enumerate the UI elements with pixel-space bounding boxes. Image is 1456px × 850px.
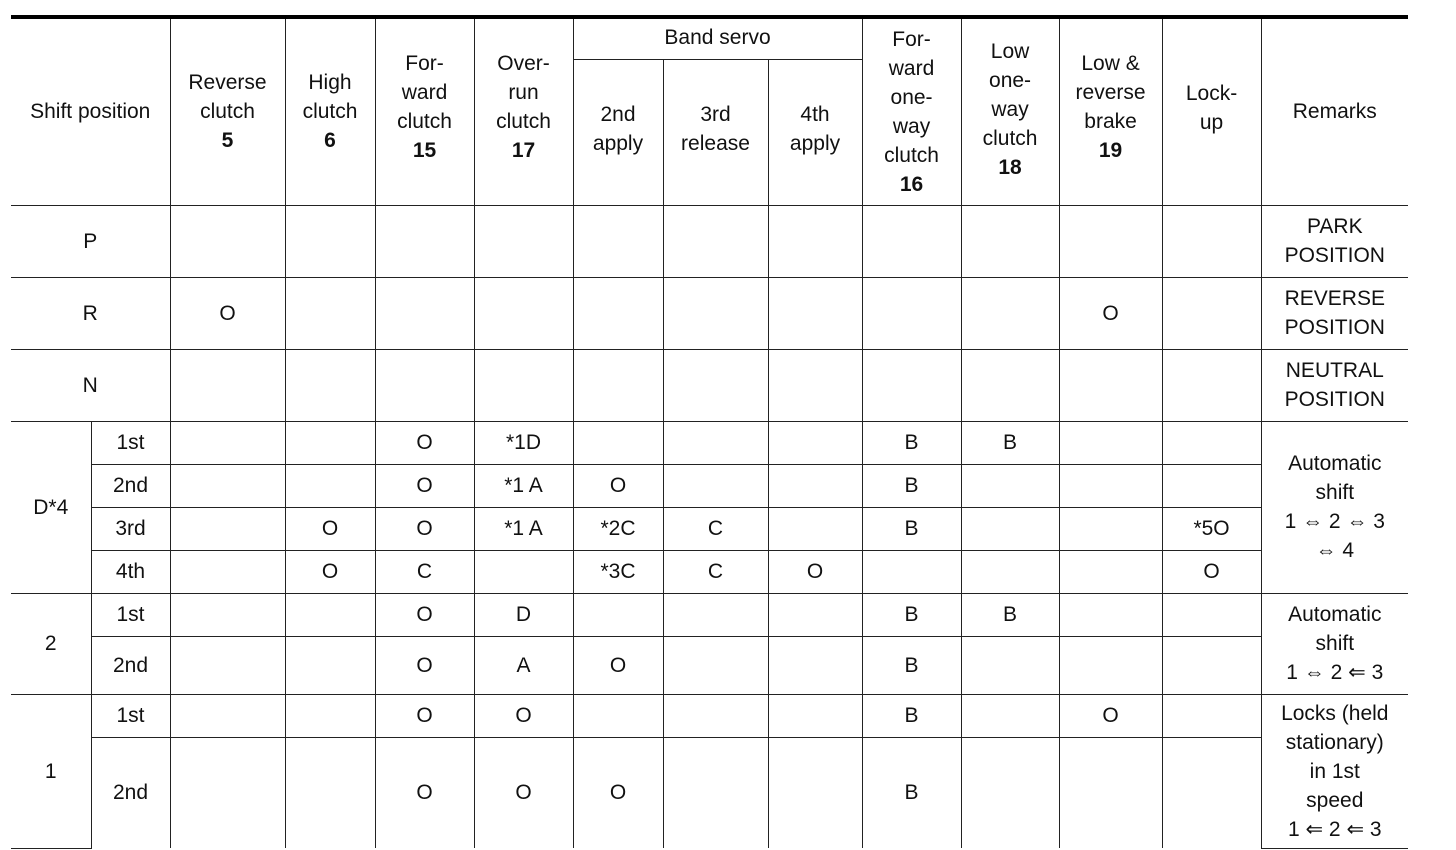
pos-p: P bbox=[11, 205, 170, 277]
cell-overrun: *1 A bbox=[474, 507, 573, 550]
header-forward-clutch: For- ward clutch 15 bbox=[375, 17, 474, 205]
remarks-reverse: REVERSE POSITION bbox=[1261, 277, 1408, 349]
cell-overrun: A bbox=[474, 636, 573, 694]
cell-band-2nd: O bbox=[573, 737, 663, 848]
cell-band-2nd: O bbox=[573, 636, 663, 694]
gear-label: 4th bbox=[91, 550, 170, 593]
cell-reverse: O bbox=[170, 277, 285, 349]
cell-lockup: *5O bbox=[1162, 507, 1261, 550]
pos-n: N bbox=[11, 349, 170, 421]
cell-overrun: *1D bbox=[474, 421, 573, 464]
cell-forward: O bbox=[375, 737, 474, 848]
cell-forward: O bbox=[375, 507, 474, 550]
cell-low-owc: B bbox=[961, 421, 1059, 464]
pos-r: R bbox=[11, 277, 170, 349]
cell-forward-owc: B bbox=[862, 636, 961, 694]
pos-2: 2 bbox=[11, 593, 91, 694]
pos-1: 1 bbox=[11, 694, 91, 848]
gear-label: 1st bbox=[91, 694, 170, 737]
cell-forward: O bbox=[375, 694, 474, 737]
gear-label: 1st bbox=[91, 593, 170, 636]
cell-lockup: O bbox=[1162, 550, 1261, 593]
header-remarks: Remarks bbox=[1261, 17, 1408, 205]
cell-band-2nd: O bbox=[573, 464, 663, 507]
cell-forward: O bbox=[375, 421, 474, 464]
header-low-one-way-clutch: Low one- way clutch 18 bbox=[961, 17, 1059, 205]
table-row bbox=[11, 550, 1408, 593]
cell-band-2nd: *2C bbox=[573, 507, 663, 550]
remarks-2: Automatic shift 1 ⇔ 2 ⇐ 3 bbox=[1261, 593, 1408, 694]
table-row bbox=[11, 421, 1408, 464]
table-row bbox=[11, 349, 1408, 421]
table-row bbox=[11, 636, 1408, 694]
table-row bbox=[11, 737, 1408, 848]
cell-overrun: *1 A bbox=[474, 464, 573, 507]
table-row bbox=[11, 507, 1408, 550]
table-row bbox=[11, 593, 1408, 636]
cell-forward: O bbox=[375, 464, 474, 507]
cell-forward: O bbox=[375, 636, 474, 694]
header-band-servo: Band servo bbox=[573, 17, 862, 59]
header-band-4th-apply: 4th apply bbox=[768, 59, 862, 205]
table-row bbox=[11, 277, 1408, 349]
gear-label: 1st bbox=[91, 421, 170, 464]
remarks-d4: Automatic shift 1 ⇔ 2 ⇔ 3 ⇔ 4 bbox=[1261, 421, 1408, 593]
header-high-clutch: High clutch 6 bbox=[285, 17, 375, 205]
cell-forward-owc: B bbox=[862, 507, 961, 550]
cell-low-rev: O bbox=[1059, 694, 1162, 737]
cell-forward: O bbox=[375, 593, 474, 636]
cell-overrun: O bbox=[474, 737, 573, 848]
cell-forward-owc: B bbox=[862, 737, 961, 848]
cell-low-rev: O bbox=[1059, 277, 1162, 349]
header-low-reverse-brake: Low & reverse brake 19 bbox=[1059, 17, 1162, 205]
header-overrun-clutch: Over- run clutch 17 bbox=[474, 17, 573, 205]
gear-label: 2nd bbox=[91, 636, 170, 694]
cell-high: O bbox=[285, 507, 375, 550]
pos-d4: D*4 bbox=[11, 421, 91, 593]
header-lock-up: Lock- up bbox=[1162, 17, 1261, 205]
cell-overrun: O bbox=[474, 694, 573, 737]
cell-forward-owc: B bbox=[862, 464, 961, 507]
cell-band-3rd: C bbox=[663, 550, 768, 593]
cell-overrun: D bbox=[474, 593, 573, 636]
shift-position-table bbox=[11, 15, 1408, 849]
remarks-1: Locks (held stationary) in 1st speed 1 ⇐ 2 ⇐ 3 bbox=[1261, 694, 1408, 848]
cell-high: O bbox=[285, 550, 375, 593]
gear-label: 2nd bbox=[91, 737, 170, 848]
header-band-2nd-apply: 2nd apply bbox=[573, 59, 663, 205]
gear-label: 3rd bbox=[91, 507, 170, 550]
cell-forward-owc: B bbox=[862, 694, 961, 737]
remarks-neutral: NEUTRAL POSITION bbox=[1261, 349, 1408, 421]
cell-band-4th: O bbox=[768, 550, 862, 593]
shift-table-container bbox=[11, 15, 1408, 849]
cell-forward-owc: B bbox=[862, 421, 961, 464]
table-row bbox=[11, 205, 1408, 277]
header-reverse-clutch: Reverse clutch 5 bbox=[170, 17, 285, 205]
header-shift-position: Shift position bbox=[11, 17, 170, 205]
cell-band-2nd: *3C bbox=[573, 550, 663, 593]
table-row bbox=[11, 694, 1408, 737]
cell-low-owc: B bbox=[961, 593, 1059, 636]
table-row bbox=[11, 464, 1408, 507]
cell-forward-owc: B bbox=[862, 593, 961, 636]
remarks-park: PARK POSITION bbox=[1261, 205, 1408, 277]
header-band-3rd-release: 3rd release bbox=[663, 59, 768, 205]
header-forward-one-way-clutch: For- ward one- way clutch 16 bbox=[862, 17, 961, 205]
cell-band-3rd: C bbox=[663, 507, 768, 550]
gear-label: 2nd bbox=[91, 464, 170, 507]
cell-forward: C bbox=[375, 550, 474, 593]
